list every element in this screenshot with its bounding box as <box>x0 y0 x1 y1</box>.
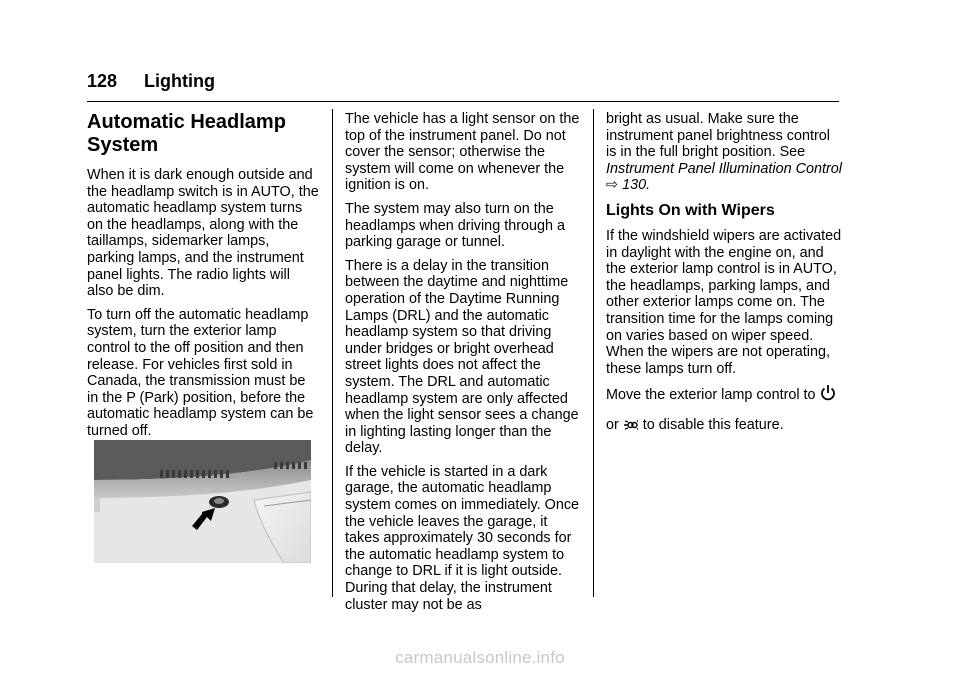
paragraph: If the vehicle is started in a dark garage, the automatic headlamp system comes on immediately. Once the vehicle leaves the garage, it takes approximately 30 seconds for the automatic headlamp system to change to DRL if it is light outside. During that delay, the instrument cluster may not be as <box>345 463 580 613</box>
paragraph: When it is dark enough outside and the headlamp switch is in AUTO, the automatic headlamp system turns on the headlamps, along with the taillamps, sidemarker lamps, parking lamps, and the instrument panel lights. The radio lights will also be dim. <box>87 167 319 300</box>
light-sensor-illustration <box>94 440 311 563</box>
page-reference[interactable]: 130 <box>622 177 647 194</box>
page-number: 128 <box>87 71 118 91</box>
paragraph: or to disable this feature. <box>606 417 842 437</box>
column-2 <box>345 111 581 620</box>
power-off-icon <box>820 384 836 407</box>
column-1 <box>87 111 319 447</box>
subsection-heading: Lights On with Wipers <box>606 201 775 219</box>
column-divider <box>332 109 333 597</box>
parking-lamps-icon <box>623 418 639 437</box>
watermark: carmanualsonline.info <box>395 648 565 667</box>
paragraph: There is a delay in the transition between the daytime and nighttime operation of the Daytime Running Lamps (DRL) and the automatic headlamp system so that driving under bridges or bright overhead street lights does not affect the system. The DRL and automatic headlamp system are only affected when the light sensor sees a change in lighting lasting longer than the delay. <box>345 257 579 457</box>
section-heading: Automatic Headlamp System <box>87 111 286 156</box>
paragraph: Move the exterior lamp control to <box>606 384 842 407</box>
paragraph: To turn off the automatic headlamp system, turn the exterior lamp control to the off position and then release. For vehicles first sold in Canada, the transmission must be in the P (Park) position, before the automatic headlamp system can be turned off. <box>87 306 314 439</box>
paragraph: The vehicle has a light sensor on the top of the instrument panel. Do not cover the sensor; otherwise the system will come on whenever the ignition is on. <box>345 111 580 194</box>
section-title: Lighting <box>144 71 215 91</box>
column-3 <box>606 111 842 444</box>
page-header <box>87 71 839 102</box>
arrow-ref-icon: ⇨ <box>606 177 619 194</box>
paragraph: If the windshield wipers are activated in daylight with the engine on, and the exterior lamp control is in AUTO, the headlamps, parking lamps, and other exterior lamps come on. The transition time for the lamps coming on varies based on wiper speed. When the wipers are not operating, these lamps turn off. <box>606 227 842 377</box>
paragraph: bright as usual. Make sure the instrument panel brightness control is in the full bright position. See Instrument Panel Illumination Control ⇨ 130. <box>606 111 842 194</box>
column-divider <box>593 109 594 597</box>
paragraph: The system may also turn on the headlamps when driving through a parking garage or tunnel. <box>345 200 565 251</box>
cross-reference-link[interactable]: Instrument Panel Illumination Control <box>606 160 842 177</box>
